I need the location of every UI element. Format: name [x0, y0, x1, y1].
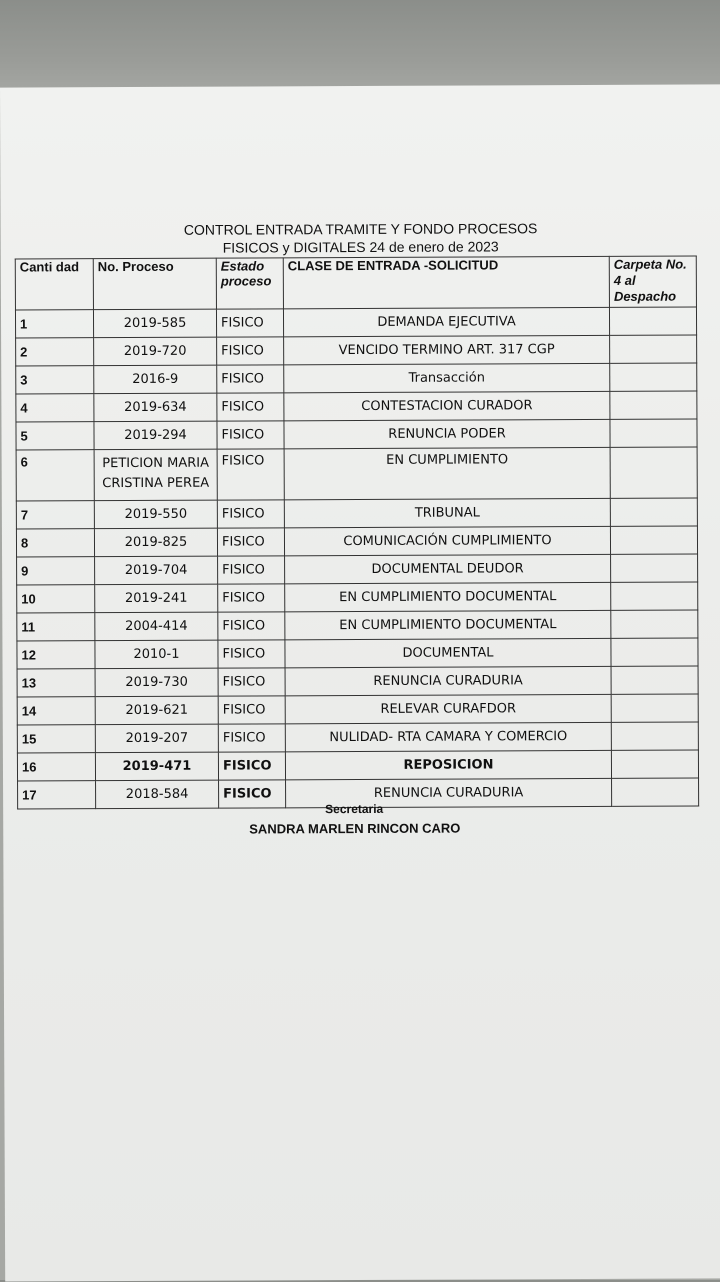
cell-estado: FISICO [218, 556, 285, 584]
cell-estado: FISICO [216, 309, 283, 337]
document-title-line2: FISICOS y DIGITALES 24 de enero de 2023 [222, 238, 499, 256]
table-row [17, 554, 698, 585]
table-row [17, 750, 698, 781]
cell-carpeta [610, 335, 697, 363]
cell-clase: VENCIDO TERMINO ART. 317 CGP [284, 335, 610, 364]
cell-estado: FISICO [218, 584, 285, 612]
cell-clase: RENUNCIA PODER [284, 419, 610, 448]
cell-clase: COMUNICACIÓN CUMPLIMIENTO [284, 526, 610, 555]
cell-clase: REPOSICION [285, 750, 611, 779]
cell-proceso: 2019-704 [95, 556, 218, 585]
table-row [16, 419, 697, 450]
table-body [15, 307, 698, 809]
table-row [16, 391, 697, 422]
cell-proceso: 2019-730 [95, 668, 218, 697]
cell-clase: EN CUMPLIMIENTO DOCUMENTAL [285, 610, 611, 639]
signature-name: SANDRA MARLEN RINCON CARO [249, 820, 461, 837]
cell-estado: FISICO [217, 449, 284, 500]
cell-carpeta [611, 582, 698, 610]
cell-estado: FISICO [218, 752, 285, 780]
cell-proceso: PETICION MARIA CRISTINA PEREA [94, 449, 217, 501]
cell-proceso: 2019-825 [94, 528, 217, 557]
cell-num: 2 [16, 338, 94, 366]
header-carpeta: Carpeta No. 4 al Despacho [609, 256, 696, 307]
header-proceso: No. Proceso [93, 258, 216, 310]
cell-proceso: 2019-634 [94, 393, 217, 422]
cell-proceso: 2019-585 [93, 309, 216, 338]
table-row [15, 307, 696, 338]
header-clase: CLASE DE ENTRADA -SOLICITUD [283, 256, 609, 308]
cell-proceso: 2019-720 [94, 337, 217, 366]
cell-proceso: 2019-207 [95, 724, 218, 753]
signature-role: Secretaria [325, 801, 384, 817]
cell-num: 8 [16, 529, 94, 557]
cell-estado: FISICO [217, 365, 284, 393]
cell-clase: DEMANDA EJECUTIVA [283, 307, 609, 336]
table-row [16, 363, 697, 394]
cell-estado: FISICO [217, 500, 284, 528]
cell-carpeta [610, 419, 697, 447]
cell-num: 16 [17, 753, 95, 781]
table-row [17, 610, 698, 641]
cell-num: 13 [17, 669, 95, 697]
cell-clase: RENUNCIA CURADURIA [285, 666, 611, 695]
cell-estado: FISICO [218, 612, 285, 640]
cell-estado: FISICO [217, 337, 284, 365]
header-estado: Estado proceso [216, 258, 283, 309]
table-row [17, 722, 698, 753]
cell-estado: FISICO [218, 696, 285, 724]
cell-carpeta [609, 307, 696, 335]
cell-clase: TRIBUNAL [284, 498, 610, 527]
cell-estado: FISICO [218, 640, 285, 668]
cell-proceso: 2019-294 [94, 421, 217, 450]
table-row [16, 447, 697, 501]
cell-carpeta [611, 610, 698, 638]
cell-proceso: 2004-414 [95, 612, 218, 641]
table-row [17, 694, 698, 725]
cell-clase: RENUNCIA CURADURIA [286, 778, 612, 807]
cell-num: 7 [16, 501, 94, 529]
cell-num: 10 [17, 585, 95, 613]
document-title-line1: CONTROL ENTRADA TRAMITE Y FONDO PROCESOS [183, 220, 538, 238]
cell-proceso: 2019-471 [95, 752, 218, 781]
cell-proceso: 2016-9 [94, 365, 217, 394]
cell-estado: FISICO [217, 393, 284, 421]
header-cantidad: Canti dad [15, 259, 93, 310]
cell-carpeta [611, 666, 698, 694]
cell-estado: FISICO [218, 668, 285, 696]
table-row [17, 638, 698, 669]
cell-carpeta [610, 526, 697, 554]
cell-num: 14 [17, 697, 95, 725]
cell-proceso: 2019-621 [95, 696, 218, 725]
table-row [16, 526, 697, 557]
cell-num: 11 [17, 613, 95, 641]
table-row [17, 582, 698, 613]
cell-carpeta [610, 391, 697, 419]
cell-num: 1 [15, 310, 93, 338]
cell-num: 12 [17, 641, 95, 669]
cell-proceso: 2018-584 [96, 780, 219, 809]
cell-carpeta [610, 498, 697, 526]
cell-clase: DOCUMENTAL [285, 638, 611, 667]
cell-clase: DOCUMENTAL DEUDOR [285, 554, 611, 583]
cell-carpeta [610, 363, 697, 391]
cell-num: 4 [16, 394, 94, 422]
table-row [16, 498, 697, 529]
cell-clase: EN CUMPLIMIENTO DOCUMENTAL [285, 582, 611, 611]
table-row [16, 335, 697, 366]
cell-carpeta [610, 447, 697, 498]
cell-estado: FISICO [219, 780, 286, 808]
cell-carpeta [611, 638, 698, 666]
cell-clase: Transacción [284, 363, 610, 392]
cell-carpeta [611, 694, 698, 722]
cell-clase: EN CUMPLIMIENTO [284, 447, 610, 499]
table-row [17, 666, 698, 697]
cell-num: 5 [16, 422, 94, 450]
cell-num: 15 [17, 725, 95, 753]
cell-num: 3 [16, 366, 94, 394]
paper-sheet [0, 84, 720, 1281]
cell-proceso: 2019-241 [95, 584, 218, 613]
cell-estado: FISICO [217, 528, 284, 556]
cell-proceso: 2010-1 [95, 640, 218, 669]
cell-clase: RELEVAR CURAFDOR [285, 694, 611, 723]
cell-clase: NULIDAD- RTA CAMARA Y COMERCIO [285, 722, 611, 751]
table-header-row [15, 256, 696, 310]
control-table [15, 256, 699, 810]
cell-carpeta [611, 750, 698, 778]
cell-num: 17 [18, 781, 96, 809]
cell-carpeta [612, 778, 699, 806]
cell-num: 9 [17, 557, 95, 585]
cell-proceso: 2019-550 [94, 500, 217, 529]
cell-clase: CONTESTACION CURADOR [284, 391, 610, 420]
cell-num: 6 [16, 450, 94, 501]
cell-carpeta [611, 554, 698, 582]
cell-carpeta [611, 722, 698, 750]
cell-estado: FISICO [218, 724, 285, 752]
cell-estado: FISICO [217, 421, 284, 449]
